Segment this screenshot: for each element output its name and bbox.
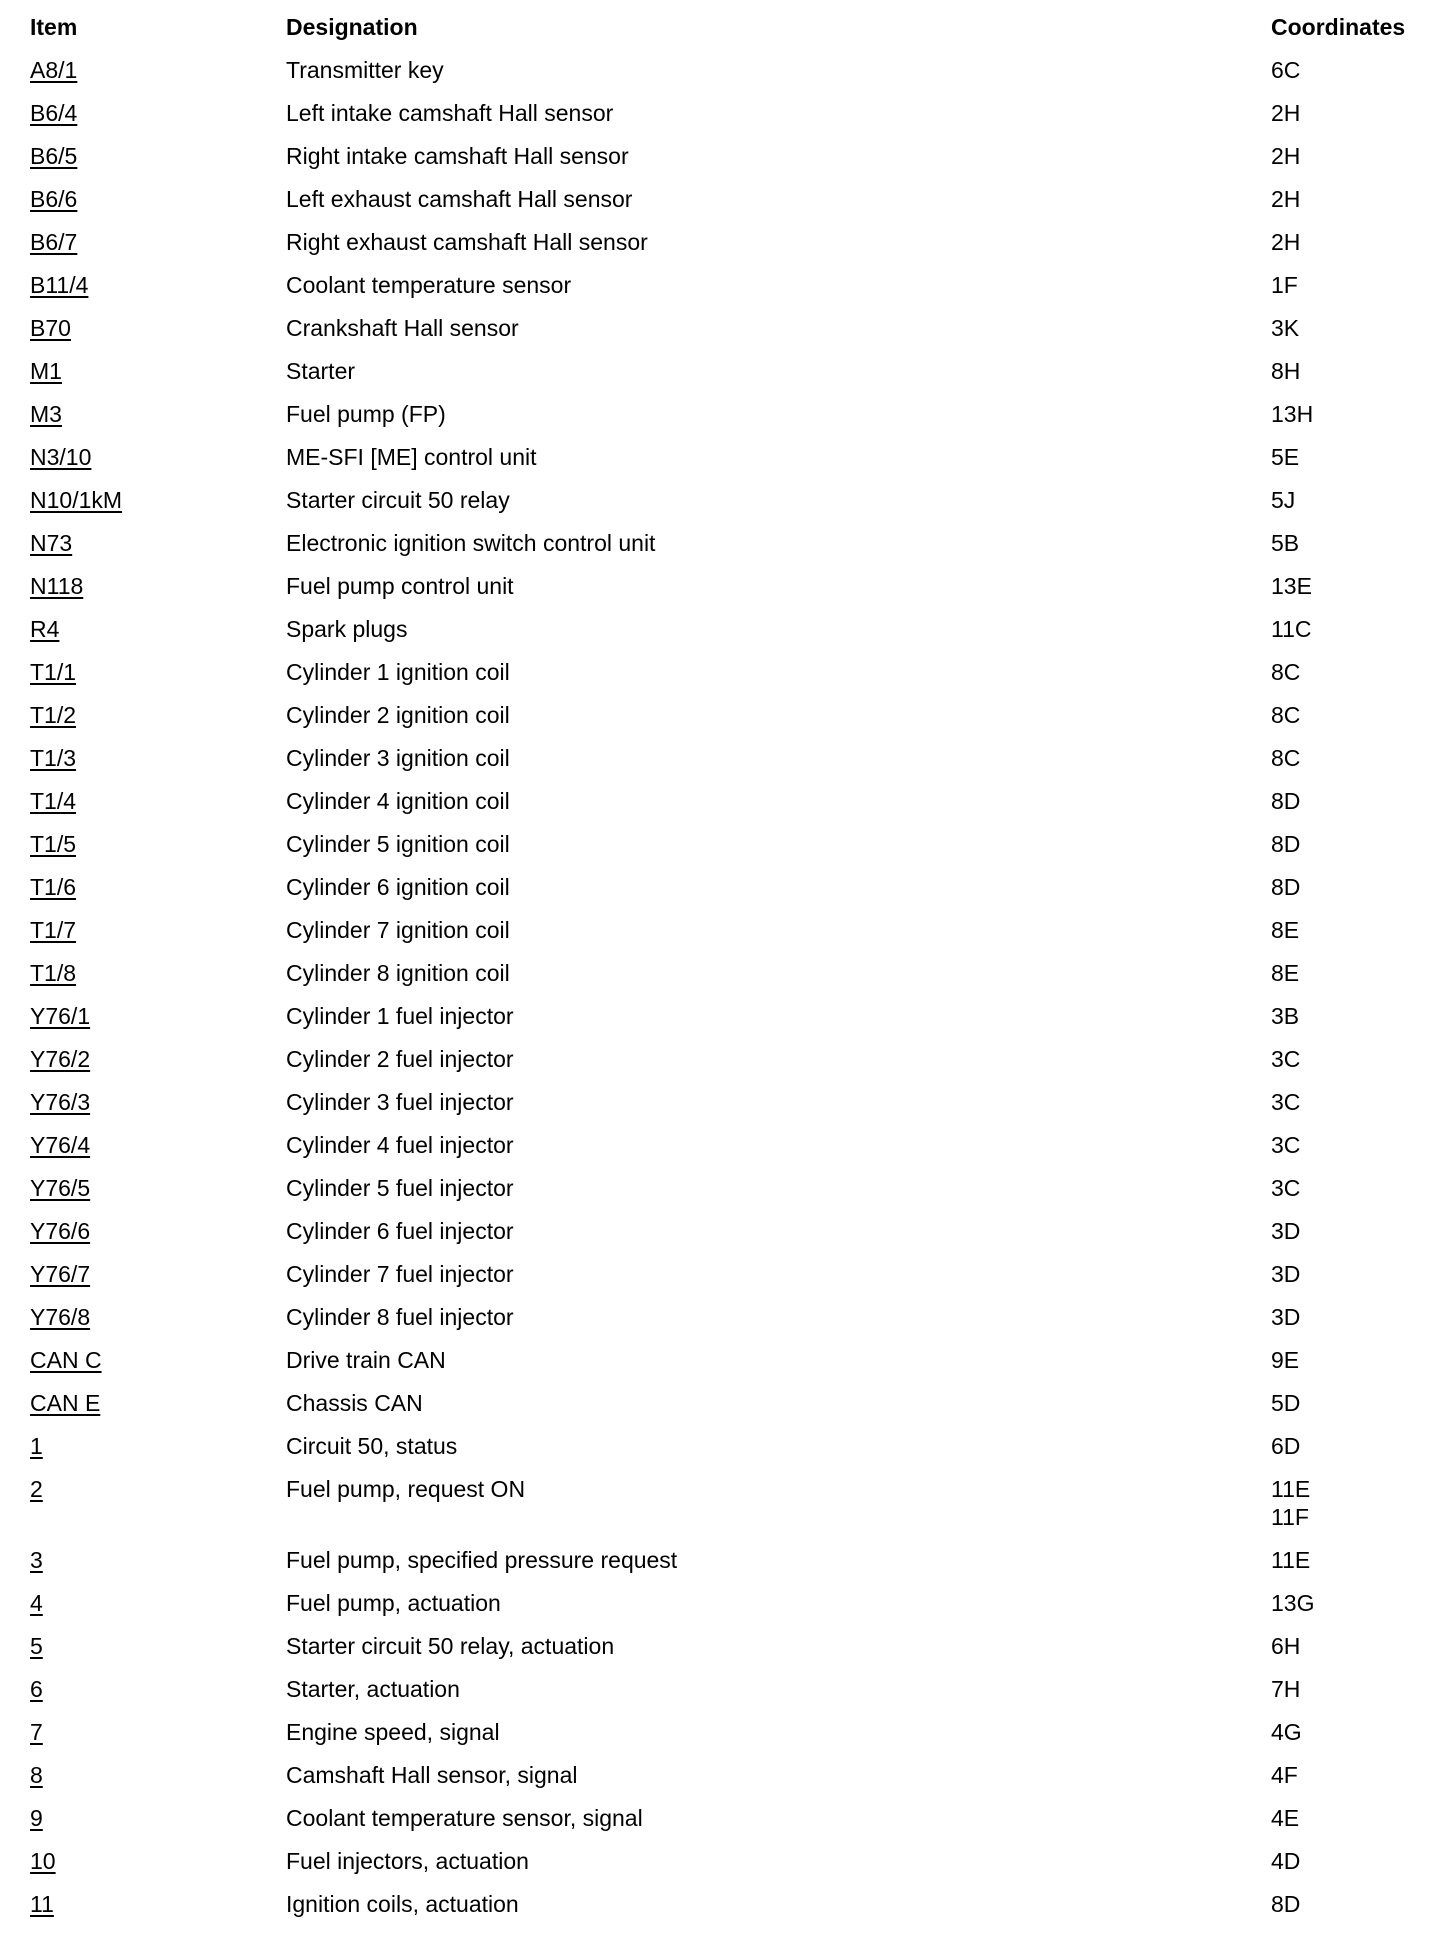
coordinate-value: 4D [1271, 1848, 1301, 1874]
table-row [0, 1589, 1440, 1632]
coordinate-value: 5E [1271, 444, 1300, 470]
table-row [0, 1432, 1440, 1475]
designation-cell: Left exhaust camshaft Hall sensor [286, 186, 633, 212]
table-row [0, 1804, 1440, 1847]
coordinates-cell [1271, 916, 1440, 959]
item-link[interactable]: Y76/6 [30, 1218, 91, 1244]
coordinates-cell [1271, 1804, 1440, 1847]
coordinates-cell [1271, 1174, 1440, 1217]
coordinates-cell [1271, 744, 1440, 787]
item-link[interactable]: CAN C [30, 1347, 102, 1373]
designation-cell: Cylinder 4 ignition coil [286, 788, 510, 814]
item-cell [0, 1045, 286, 1088]
coordinates-cell [1271, 1432, 1440, 1475]
item-cell [0, 1632, 286, 1675]
item-cell [0, 56, 286, 99]
coordinates-cell [1271, 1260, 1440, 1303]
item-link[interactable]: B6/5 [30, 143, 78, 169]
designation-cell: Cylinder 3 fuel injector [286, 1089, 514, 1115]
table-row [0, 658, 1440, 701]
coordinate-value: 3D [1271, 1261, 1301, 1287]
coordinates-cell [1271, 873, 1440, 916]
item-link[interactable]: B70 [30, 315, 71, 341]
coordinate-value: 8E [1271, 917, 1300, 943]
designation-cell: Cylinder 6 fuel injector [286, 1218, 514, 1244]
item-link[interactable]: 6 [30, 1676, 43, 1702]
table-row [0, 1303, 1440, 1346]
item-cell [0, 1718, 286, 1761]
designation-cell: Fuel pump, request ON [286, 1476, 526, 1502]
coordinates-cell [1271, 1002, 1440, 1045]
item-cell [0, 701, 286, 744]
item-cell [0, 1174, 286, 1217]
item-cell [0, 830, 286, 873]
item-cell [0, 1002, 286, 1045]
item-link[interactable]: N118 [30, 573, 84, 599]
coordinates-cell [1271, 1718, 1440, 1761]
coordinates-cell [1271, 486, 1440, 529]
table-row [0, 99, 1440, 142]
coordinate-value: 9E [1271, 1347, 1300, 1373]
item-link[interactable]: 5 [30, 1633, 43, 1659]
coordinates-cell [1271, 1303, 1440, 1346]
designation-cell: Starter, actuation [286, 1676, 460, 1702]
coordinate-value: 2H [1271, 229, 1301, 255]
table-row [0, 615, 1440, 658]
table-row [0, 443, 1440, 486]
item-link[interactable]: 4 [30, 1590, 43, 1616]
coordinate-value: 8E [1271, 960, 1300, 986]
table-row [0, 56, 1440, 99]
table-row [0, 486, 1440, 529]
coordinates-cell [1271, 1675, 1440, 1718]
item-cell [0, 228, 286, 271]
coordinates-cell [1271, 400, 1440, 443]
designation-cell: Cylinder 8 ignition coil [286, 960, 510, 986]
item-cell [0, 314, 286, 357]
coordinate-value: 2H [1271, 143, 1301, 169]
coordinate-value: 11E [1271, 1547, 1311, 1573]
coordinate-value: 6D [1271, 1433, 1301, 1459]
item-link[interactable]: 11 [30, 1891, 54, 1917]
designation-cell: ME-SFI [ME] control unit [286, 444, 537, 470]
item-cell [0, 1432, 286, 1475]
designation-cell: Camshaft Hall sensor, signal [286, 1762, 578, 1788]
coordinates-cell [1271, 357, 1440, 400]
designation-cell: Cylinder 2 fuel injector [286, 1046, 514, 1072]
designation-cell: Electronic ignition switch control unit [286, 530, 656, 556]
item-link[interactable]: B11/4 [30, 272, 89, 298]
coordinate-value: 8H [1271, 358, 1301, 384]
item-cell [0, 1260, 286, 1303]
designation-cell: Chassis CAN [286, 1390, 423, 1416]
item-cell [0, 787, 286, 830]
designation-cell: Cylinder 8 fuel injector [286, 1304, 514, 1330]
designation-cell: Fuel pump (FP) [286, 401, 446, 427]
table-row [0, 701, 1440, 744]
item-link[interactable]: 3 [30, 1547, 43, 1573]
table-row [0, 1632, 1440, 1675]
coordinate-value: 11F [1271, 1504, 1309, 1530]
coordinate-value: 6H [1271, 1633, 1301, 1659]
table-body [0, 56, 1440, 1933]
item-cell [0, 1389, 286, 1432]
table-row [0, 787, 1440, 830]
coordinate-value: 2H [1271, 186, 1301, 212]
coordinates-cell [1271, 658, 1440, 701]
designation-cell: Fuel injectors, actuation [286, 1848, 529, 1874]
item-link[interactable]: T1/2 [30, 702, 77, 728]
designation-cell: Circuit 50, status [286, 1433, 458, 1459]
table-row [0, 959, 1440, 1002]
designation-cell: Starter [286, 358, 356, 384]
coordinate-value: 8C [1271, 745, 1301, 771]
table-row [0, 1761, 1440, 1804]
table-row [0, 1131, 1440, 1174]
item-link[interactable]: 1 [30, 1433, 43, 1459]
coordinates-cell [1271, 787, 1440, 830]
designation-cell: Cylinder 5 ignition coil [286, 831, 510, 857]
item-link[interactable]: 9 [30, 1805, 43, 1831]
coordinates-cell [1271, 1475, 1440, 1546]
table-row [0, 572, 1440, 615]
coordinate-value: 8C [1271, 702, 1301, 728]
coordinate-value: 8C [1271, 659, 1301, 685]
coordinate-value: 5J [1271, 487, 1296, 513]
coordinates-cell [1271, 1632, 1440, 1675]
coordinates-cell [1271, 701, 1440, 744]
item-cell [0, 99, 286, 142]
designation-cell: Cylinder 1 fuel injector [286, 1003, 514, 1029]
item-link[interactable]: R4 [30, 616, 60, 642]
item-link[interactable]: Y76/7 [30, 1261, 91, 1287]
coordinate-value: 2H [1271, 100, 1301, 126]
table-row [0, 1890, 1440, 1933]
table-row [0, 1847, 1440, 1890]
coordinate-value: 8D [1271, 831, 1301, 857]
item-cell [0, 658, 286, 701]
coordinate-value: 4F [1271, 1762, 1298, 1788]
item-link[interactable]: N10/1kM [30, 487, 123, 513]
coordinate-value: 3K [1271, 315, 1300, 341]
designation-cell: Right exhaust camshaft Hall sensor [286, 229, 648, 255]
item-cell [0, 1761, 286, 1804]
coordinates-cell [1271, 572, 1440, 615]
item-cell [0, 1675, 286, 1718]
item-link[interactable]: 2 [30, 1476, 43, 1502]
item-cell [0, 959, 286, 1002]
item-cell [0, 873, 286, 916]
item-link[interactable]: N3/10 [30, 444, 92, 470]
item-cell [0, 1804, 286, 1847]
item-link[interactable]: Y76/1 [30, 1003, 91, 1029]
item-link[interactable]: T1/8 [30, 960, 77, 986]
item-cell [0, 1131, 286, 1174]
coordinates-cell [1271, 185, 1440, 228]
table-row [0, 1389, 1440, 1432]
designation-cell: Cylinder 5 fuel injector [286, 1175, 514, 1201]
designation-cell: Drive train CAN [286, 1347, 446, 1373]
item-cell [0, 185, 286, 228]
designation-cell: Coolant temperature sensor [286, 272, 572, 298]
coordinate-value: 3C [1271, 1175, 1301, 1201]
item-link[interactable]: T1/5 [30, 831, 77, 857]
coordinate-value: 3C [1271, 1089, 1301, 1115]
table-row [0, 1675, 1440, 1718]
coordinate-value: 13H [1271, 401, 1314, 427]
item-link[interactable]: T1/3 [30, 745, 77, 771]
table-row [0, 1174, 1440, 1217]
coordinates-cell [1271, 1045, 1440, 1088]
item-link[interactable]: N73 [30, 530, 73, 556]
item-link[interactable]: CAN E [30, 1390, 101, 1416]
item-link[interactable]: Y76/3 [30, 1089, 91, 1115]
item-cell [0, 271, 286, 314]
coordinates-cell [1271, 959, 1440, 1002]
item-link[interactable]: A8/1 [30, 57, 78, 83]
coordinates-cell [1271, 830, 1440, 873]
item-cell [0, 1546, 286, 1589]
coordinates-cell [1271, 228, 1440, 271]
item-link[interactable]: B6/7 [30, 229, 78, 255]
designation-cell: Fuel pump, actuation [286, 1590, 501, 1616]
item-cell [0, 1589, 286, 1632]
coordinate-value: 3C [1271, 1046, 1301, 1072]
designation-cell: Fuel pump, specified pressure request [286, 1547, 678, 1573]
coordinates-cell [1271, 99, 1440, 142]
designation-cell: Fuel pump control unit [286, 573, 514, 599]
coordinates-cell [1271, 1346, 1440, 1389]
item-cell [0, 1346, 286, 1389]
designation-cell: Transmitter key [286, 57, 444, 83]
table-row [0, 1217, 1440, 1260]
coordinate-value: 8D [1271, 874, 1301, 900]
item-cell [0, 1847, 286, 1890]
coordinate-value: 4G [1271, 1719, 1302, 1745]
table-row [0, 1475, 1440, 1546]
item-cell [0, 1475, 286, 1546]
item-cell [0, 400, 286, 443]
table-header-row [0, 13, 1440, 56]
coordinate-value: 8D [1271, 788, 1301, 814]
table-row [0, 873, 1440, 916]
item-cell [0, 572, 286, 615]
coordinates-cell [1271, 56, 1440, 99]
table-row [0, 400, 1440, 443]
designation-cell: Cylinder 2 ignition coil [286, 702, 510, 728]
item-link[interactable]: T1/6 [30, 874, 77, 900]
designation-cell: Cylinder 7 fuel injector [286, 1261, 514, 1287]
coordinate-value: 7H [1271, 1676, 1301, 1702]
coordinates-cell [1271, 271, 1440, 314]
designation-cell: Starter circuit 50 relay [286, 487, 510, 513]
item-link[interactable]: Y76/4 [30, 1132, 91, 1158]
item-link[interactable]: M1 [30, 358, 62, 384]
table-row [0, 314, 1440, 357]
coordinate-value: 6C [1271, 57, 1301, 83]
coordinate-value: 4E [1271, 1805, 1300, 1831]
item-link[interactable]: T1/1 [30, 659, 77, 685]
coordinates-cell [1271, 1546, 1440, 1589]
item-link[interactable]: B6/4 [30, 100, 78, 126]
coordinates-cell [1271, 1847, 1440, 1890]
designation-cell: Cylinder 1 ignition coil [286, 659, 510, 685]
coordinates-cell [1271, 1088, 1440, 1131]
item-link[interactable]: Y76/5 [30, 1175, 91, 1201]
coordinate-value: 3D [1271, 1304, 1301, 1330]
table-row [0, 744, 1440, 787]
designation-cell: Right intake camshaft Hall sensor [286, 143, 629, 169]
table-row [0, 1718, 1440, 1761]
table-row [0, 357, 1440, 400]
table-row [0, 1346, 1440, 1389]
table-row [0, 1260, 1440, 1303]
coordinates-cell [1271, 1890, 1440, 1933]
coordinate-value: 11C [1271, 616, 1312, 642]
table-row [0, 1088, 1440, 1131]
header-coordinates: Coordinates [1271, 14, 1406, 40]
coordinate-value: 13E [1271, 573, 1312, 599]
table-row [0, 830, 1440, 873]
item-link[interactable]: Y76/2 [30, 1046, 91, 1072]
item-link[interactable]: B6/6 [30, 186, 78, 212]
designation-cell: Coolant temperature sensor, signal [286, 1805, 643, 1831]
table-row [0, 185, 1440, 228]
designation-cell: Starter circuit 50 relay, actuation [286, 1633, 615, 1659]
table-row [0, 271, 1440, 314]
item-cell [0, 1217, 286, 1260]
designation-cell: Crankshaft Hall sensor [286, 315, 519, 341]
table-row [0, 1002, 1440, 1045]
table-row [0, 142, 1440, 185]
coordinates-cell [1271, 142, 1440, 185]
designation-cell: Spark plugs [286, 616, 408, 642]
item-link[interactable]: 8 [30, 1762, 43, 1788]
item-cell [0, 142, 286, 185]
item-cell [0, 615, 286, 658]
coordinate-value: 3D [1271, 1218, 1301, 1244]
item-cell [0, 1890, 286, 1933]
table-row [0, 529, 1440, 572]
item-cell [0, 1303, 286, 1346]
item-link[interactable]: Y76/8 [30, 1304, 91, 1330]
table-row [0, 1546, 1440, 1589]
coordinate-value: 3C [1271, 1132, 1301, 1158]
coordinates-cell [1271, 529, 1440, 572]
table-row [0, 228, 1440, 271]
coordinate-value: 13G [1271, 1590, 1315, 1616]
coordinate-value: 8D [1271, 1891, 1301, 1917]
designation-cell: Left intake camshaft Hall sensor [286, 100, 614, 126]
coordinate-value: 3B [1271, 1003, 1300, 1029]
coordinate-value: 5D [1271, 1390, 1301, 1416]
designation-cell: Ignition coils, actuation [286, 1891, 519, 1917]
item-link[interactable]: T1/4 [30, 788, 77, 814]
item-cell [0, 1088, 286, 1131]
item-cell [0, 443, 286, 486]
item-cell [0, 744, 286, 787]
designation-cell: Cylinder 4 fuel injector [286, 1132, 514, 1158]
designation-cell: Engine speed, signal [286, 1719, 500, 1745]
coordinates-cell [1271, 1131, 1440, 1174]
coordinate-value: 1F [1271, 272, 1298, 298]
item-link[interactable]: M3 [30, 401, 62, 427]
coordinates-cell [1271, 1389, 1440, 1432]
table-row [0, 916, 1440, 959]
coordinate-value: 11E [1271, 1476, 1311, 1502]
header-item: Item [30, 14, 78, 40]
designation-cell: Cylinder 3 ignition coil [286, 745, 510, 771]
coordinates-cell [1271, 443, 1440, 486]
item-link[interactable]: 10 [30, 1848, 56, 1874]
item-link[interactable]: 7 [30, 1719, 43, 1745]
component-legend-table [0, 13, 1440, 1933]
header-designation: Designation [286, 14, 418, 40]
item-cell [0, 486, 286, 529]
coordinates-cell [1271, 1589, 1440, 1632]
item-cell [0, 916, 286, 959]
coordinates-cell [1271, 1761, 1440, 1804]
designation-cell: Cylinder 7 ignition coil [286, 917, 510, 943]
coordinate-value: 5B [1271, 530, 1300, 556]
item-cell [0, 357, 286, 400]
coordinates-cell [1271, 615, 1440, 658]
designation-cell: Cylinder 6 ignition coil [286, 874, 510, 900]
coordinates-cell [1271, 314, 1440, 357]
coordinates-cell [1271, 1217, 1440, 1260]
table-row [0, 1045, 1440, 1088]
item-cell [0, 529, 286, 572]
item-link[interactable]: T1/7 [30, 917, 77, 943]
